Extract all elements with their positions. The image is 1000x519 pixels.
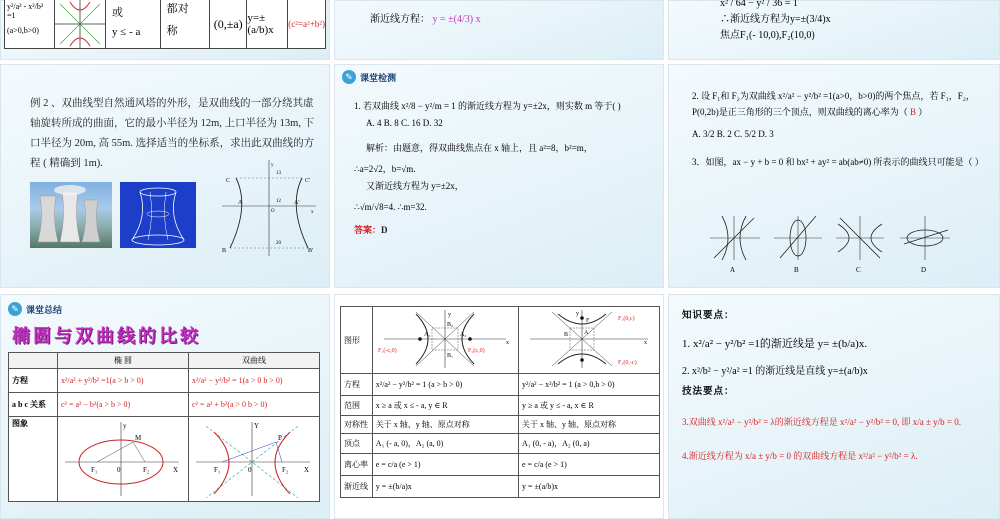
hyperbola-x-label: X [304,466,310,474]
ellipse-graph [61,418,185,498]
asymptote-y: y = ±(a/b)x [519,476,660,498]
table-row [9,417,320,502]
row-label: 顶点 [341,434,373,454]
symmetry-x: 关于 x 轴、y 轴、原点对称 [372,416,518,434]
table-row [341,374,660,396]
fig2-f2: F₂(0,-c) [618,360,637,366]
question-2-answer: B [910,107,917,117]
technique-point-3: 3.双曲线 x²/a² − y²/b² = λ的渐近线方程是 x²/a² − y²/b² = 0, 即 x/a ± y/b = 0. [682,417,962,427]
ellipse-equation: x²/a² + y²/b² =1(a > b > 0) [58,369,189,393]
tower-wireframe-3d [120,182,196,248]
ellipse-y-label: y [123,422,127,430]
slide-class-test-2-3 [668,64,1000,288]
equation-x: x²/a² − y²/b² = 1 (a > b > 0) [372,374,518,396]
slide-hyperbola-properties [334,294,664,519]
hyperbola-graph-cell [189,417,320,502]
ellipse-x-label: X [173,466,179,474]
row-label: 图象 [9,417,58,502]
ellipse-origin-label: 0 [117,466,121,474]
relation-cell: (c²=a²+b²) [288,19,325,29]
row-label: 离心率 [341,454,373,476]
graph-label-A: A [730,266,736,274]
cooling-tower-photo [30,182,112,248]
knowledge-point-1: 1. x²/a² − y²/b² =1的渐近线是 y= ±(b/a)x. [682,338,868,350]
graph-label-B: B [794,266,799,274]
example-text: 例 2 、双曲线型自然通风塔的外形，是双曲线的一部分绕其虚轴旋转所成的曲面，它的最小半径为 12m, 上口半径为 13m, 下口半径为 20m, 高 55m. 选择适当的坐标系，求出此双曲线的方程 ( 精确到 1m). [30,98,315,169]
row-label: 方程 [341,374,373,396]
hyperbola-relation: c² = a² + b²(a > 0 b > 0) [189,393,320,417]
label-y: y [271,163,274,168]
fig1-f2: F₂(c,0) [467,348,485,354]
table-row [9,369,320,393]
summary-header [8,302,62,316]
fig1-a1: A₁ [423,332,431,338]
label-B: B [222,248,227,254]
equation-y: y²/a² − x²/b² = 1 (a > 0,b > 0) [519,374,660,396]
knowledge-point-2: 2. x²/b² − y²/a² =1 的渐近线是直线 y=±(a/b)x [682,366,868,377]
fig2-y: y [576,311,579,317]
ellipse-f1-label: F₁ [91,466,98,474]
fig1-a2: A₂ [459,332,467,338]
question-2: 2. 设 F₁和 F₂为双曲线 x²/a² − y²/b² =1(a>0，b>0)的两个焦点，若 F₁，F₂，P(0,2b)是正三角形的三个顶点，则双曲线的离心率为（ [692,91,975,117]
ellipse-m-label: M [135,434,142,442]
range-y: y ≥ a 或 y ≤ - a, x ∈ R [519,396,660,416]
comparison-table [8,352,320,502]
fig2-f1: F₁(0,c) [618,316,635,322]
table-row [9,393,320,417]
symmetry-line1: 都对 [166,3,189,15]
foci-line: 焦点F₁(- 10,0),F₂(10,0) [720,30,815,41]
range-or: 或 [112,7,124,19]
fig2-f: F [586,318,590,324]
label-A: A [238,200,243,206]
asymptote-label: 渐近线方程： [370,14,430,25]
question-3: 3．如图，ax − y + b = 0 和 bx² + ay² = ab(ab≠0) 所表示的曲线只可能是（ ） [692,157,984,167]
fig1-x: x [505,340,509,346]
header-hyperbola: 双曲线 [189,353,320,369]
question-2-close: ） [918,107,928,117]
table-header-row [9,353,320,369]
label-C: C [226,178,231,184]
hyperbola-x-graph [376,308,514,370]
fig2-a: A [584,330,589,336]
table-row [341,416,660,434]
solution-line-4: ∴√m/√8=4. ∴m=32. [354,202,427,212]
properties-table [340,306,660,498]
slide-class-test-1 [334,64,664,288]
fig1-f1: F₁(-c,0) [377,348,397,354]
equation-cell: y²/a² - x²/b² =1 [7,2,44,20]
equation-line: x² / 64 − y² / 36 = 1 [720,0,798,9]
asymptote-x: y = ±(b/a)x [372,476,518,498]
row-label: a b c 关系 [9,393,58,417]
knowledge-heading: 知识要点： [682,311,735,321]
hyperbola-y-graph [522,308,656,370]
answer-value: D [381,225,388,235]
question-2-options: A. 3/2 B. 2 C. 5/2 D. 3 [692,129,774,139]
eccentricity-y: e = c/a (e > 1) [519,454,660,476]
graph-D [900,216,950,274]
header-blank [9,353,58,369]
fig1-y: y [447,312,451,318]
answer-label: 答案： [354,225,382,235]
table-row [341,476,660,498]
hyperbola-f2-label: F₂ [282,466,289,474]
range-x: x ≥ a 或 x ≤ - a, y ∈ R [372,396,518,416]
mini-graph [55,0,106,48]
question-1: 1. 若双曲线 x²/8 − y²/m = 1 的渐近线方程为 y=±2x，则实数 m 等于( ) [354,101,621,111]
eccentricity-x: e = c/a (e > 1) [372,454,518,476]
hyperbola-p-label: P [278,434,282,442]
slide-asymptote-result [334,0,664,60]
graph-cell-y-axis [519,307,660,374]
solution-line-1: 解析：由题意，得双曲线焦点在 x 轴上，且 a²=8，b²=m， [366,143,593,153]
asymptote-cell: y=±(a/b)x [247,0,288,48]
answer-graphs [704,214,954,276]
graph-label-D: D [921,266,927,274]
hyperbola-section-diagram [222,160,316,256]
condition-cell: (a>0,b>0) [7,26,39,35]
graph-label-C: C [856,266,861,274]
lightbulb-icon: ✎ [342,70,356,84]
label-12: 12 [276,199,281,204]
row-label: 渐近线 [341,476,373,498]
label-O: O [271,209,275,214]
lightbulb-icon: ✎ [8,302,22,316]
ellipse-f2-label: F₂ [143,466,150,474]
technique-point-4: 4.渐近线方程为 x/a ± y/b = 0 的双曲线方程是 x²/a² − y²/b² = λ. [682,451,918,461]
row-label: 范围 [341,396,373,416]
fig2-b: B [564,332,569,338]
hyperbola-f1-label: F₁ [214,466,221,474]
range-cell: y ≤ - a [112,26,141,38]
vertex-x: A₁ (- a, 0)，A₂ (a, 0) [372,434,518,454]
technique-heading: 技法要点： [682,387,735,397]
solution-line-2: ∴a=2√2，b=√m. [354,164,416,174]
solution-line-3: 又渐近线方程为 y=±2x， [366,181,464,191]
graph-cell-x-axis [372,307,518,374]
slide-foci-result [668,0,1000,60]
ellipse-relation: c² = a² − b²(a > b > 0) [58,393,189,417]
hyperbola-equation: x²/a² − y²/b² = 1(a > 0 b > 0) [189,369,320,393]
row-label: 方程 [9,369,58,393]
table-row [341,434,660,454]
label-x: x [311,210,314,215]
hyperbola-origin-label: 0 [248,466,252,474]
section-header [342,70,396,84]
fig2-x: x [644,340,647,346]
slide-key-points [668,294,1000,519]
fig1-b2: B₂ [446,322,453,328]
row-label: 对称性 [341,416,373,434]
label-B-prime: B' [308,248,314,254]
asymptote-line: ∴渐近线方程为y=±(3/4)x [720,14,831,25]
hyperbola-y-label: Y [254,422,260,430]
label-C-prime: C' [305,178,311,184]
question-1-options: A. 4 B. 8 C. 16 D. 32 [366,118,443,128]
graph-B [774,216,822,274]
table-row [341,396,660,416]
table-row [341,454,660,476]
ellipse-graph-cell [58,417,189,502]
table-row [341,307,660,374]
vertex-y: A₁ (0, - a)，A₂ (0, a) [519,434,660,454]
symmetry-y: 关于 x 轴、y 轴、原点对称 [519,416,660,434]
slide-summary-comparison [0,294,330,519]
label-20: 20 [276,241,281,246]
summary-title: 椭圆与双曲线的比较 [12,326,201,347]
hyperbola-graph [192,418,316,498]
label-A-prime: A' [294,200,300,206]
label-13: 13 [276,171,281,176]
graph-A [710,216,760,274]
symmetry-line2: 称 [166,25,178,37]
graph-C [836,216,884,274]
slide-example-2 [0,64,330,288]
vertex-cell: (0,±a) [210,0,247,48]
asymptote-value: y = ±(4/3) x [432,14,481,25]
slide-hyperbola-table-fragment [0,0,330,60]
row-label: 图形 [341,307,373,374]
fig1-b1: B₁ [446,353,453,359]
header-ellipse: 椭 圆 [58,353,189,369]
section-title: 课堂检测 [360,72,397,83]
summary-badge: 课堂总结 [26,304,63,315]
